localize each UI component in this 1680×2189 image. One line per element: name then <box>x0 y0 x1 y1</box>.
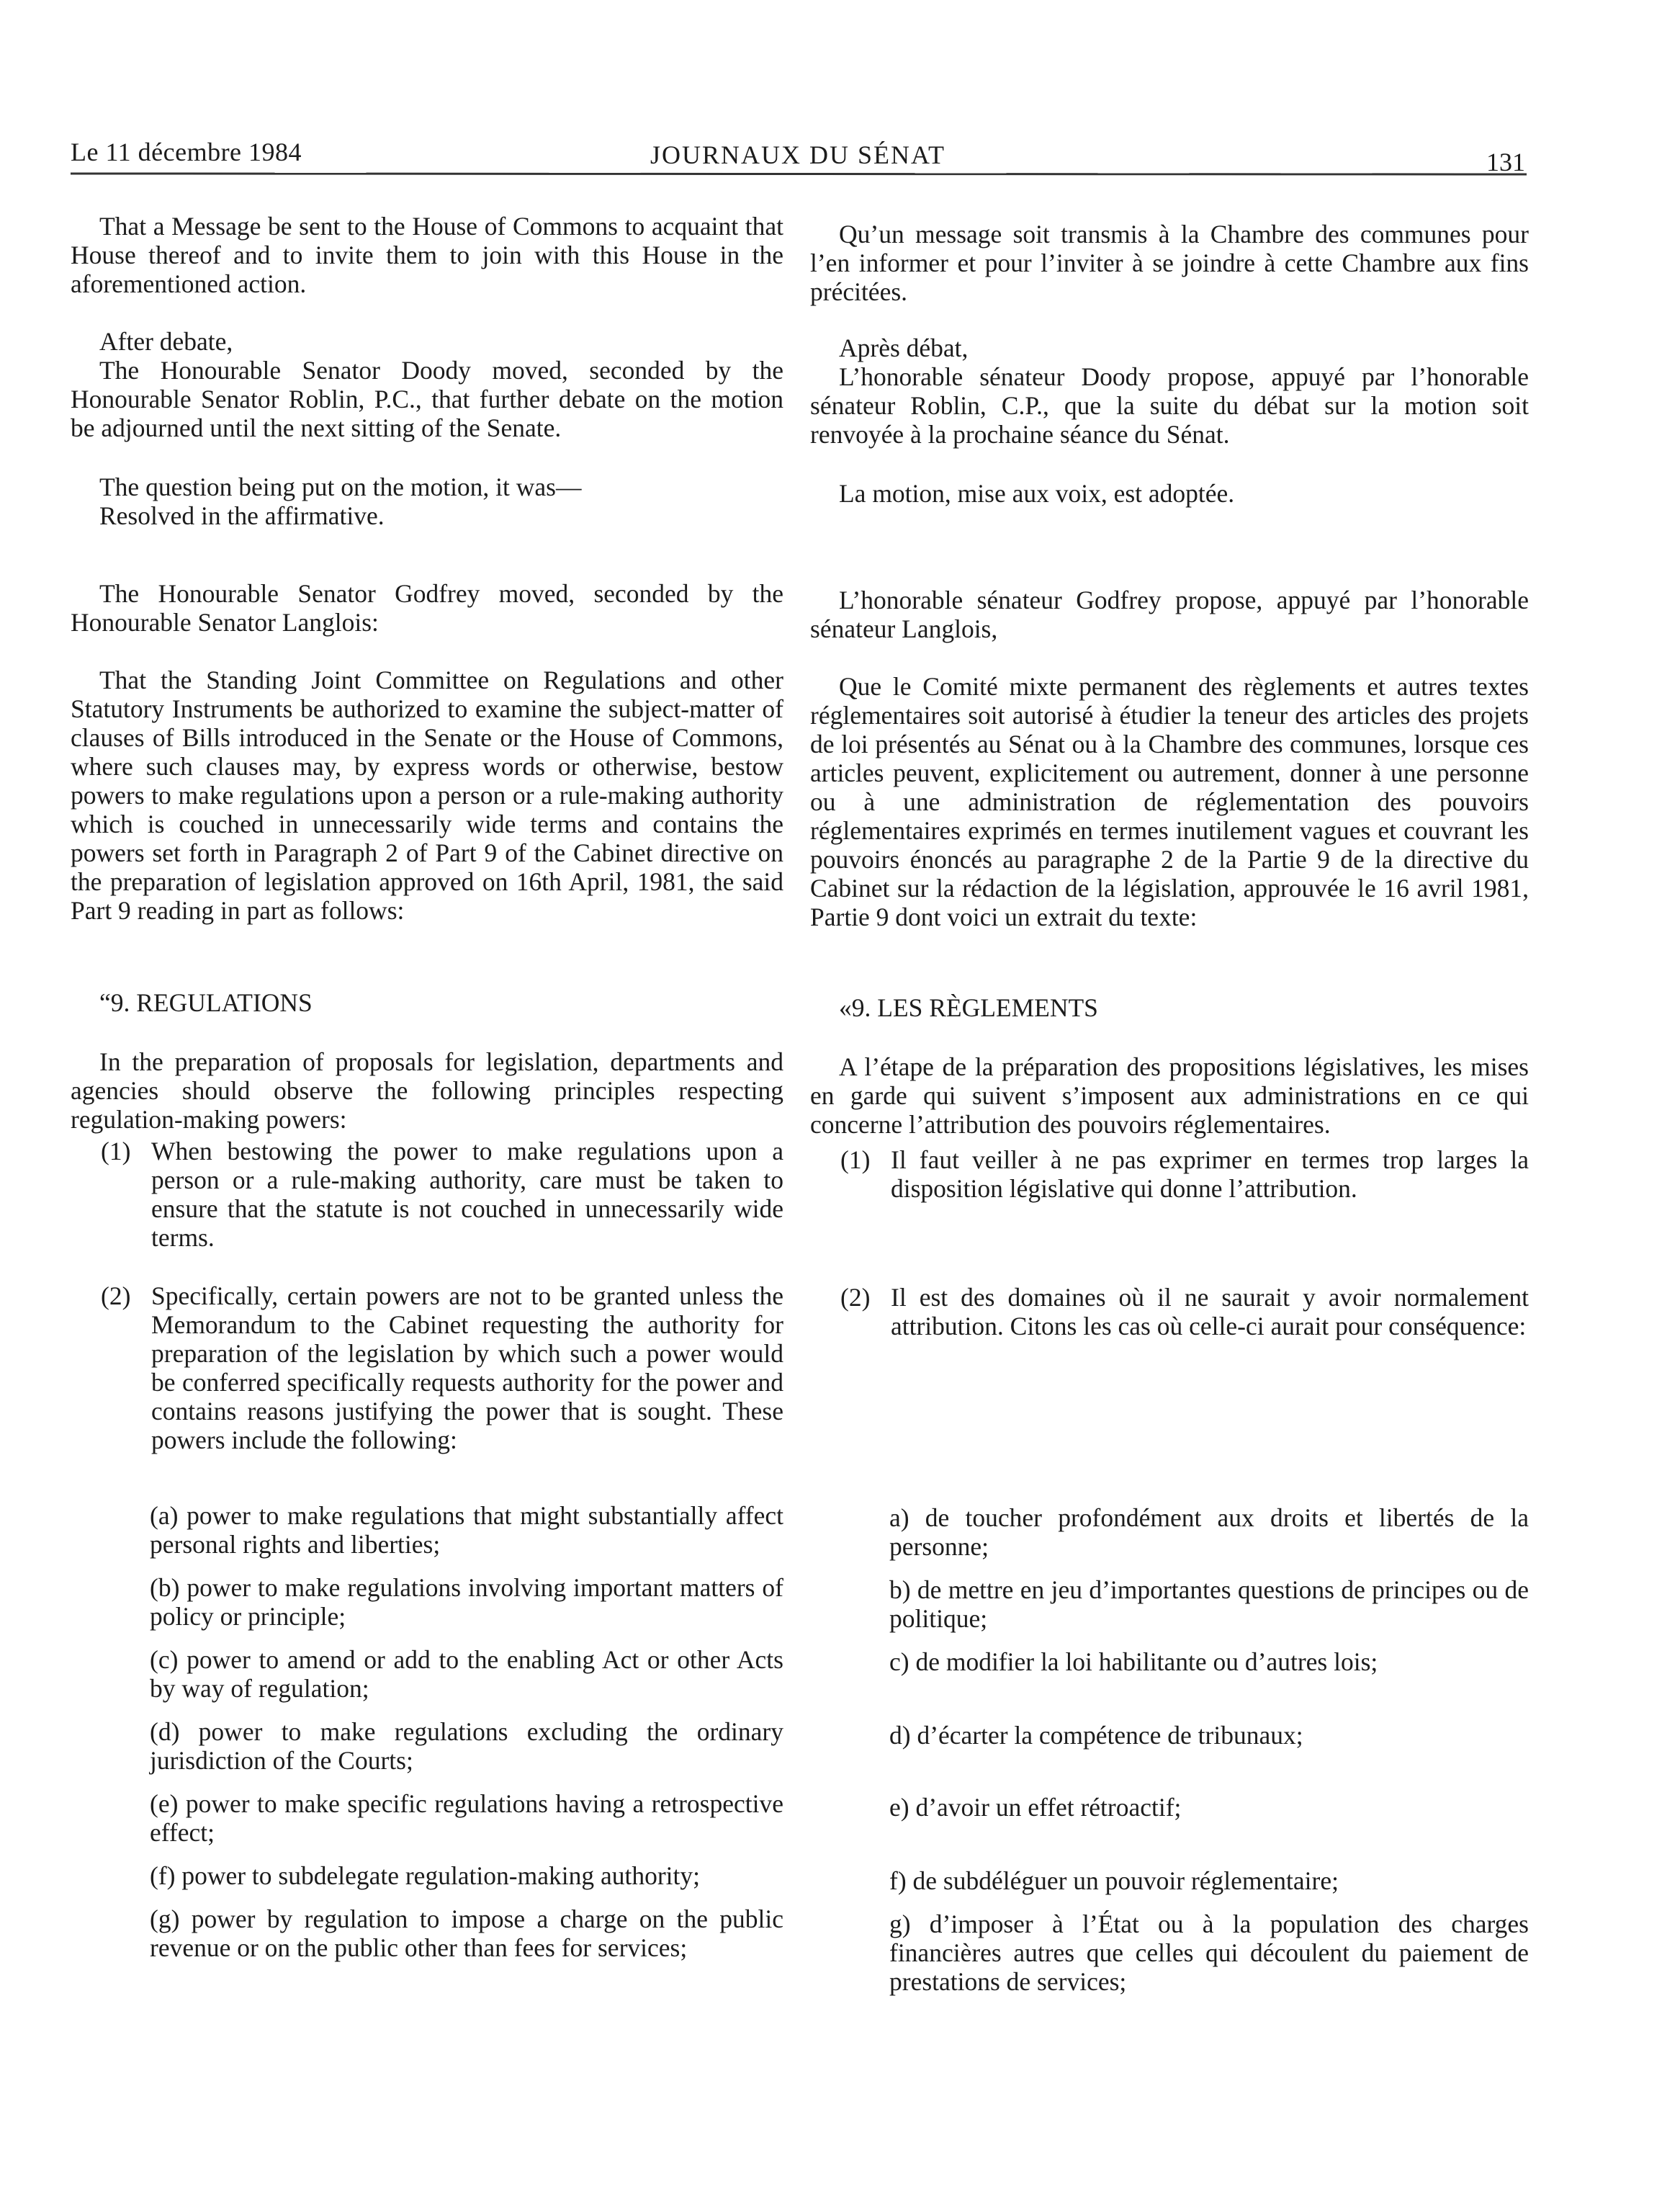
page-number: 131 <box>1486 148 1525 176</box>
fr-item-g: g) d’imposer à l’État ou à la population des charges financières autres que celles qui découlent du paiement de prestations de services; <box>889 1910 1529 1996</box>
fr-item-b: b) de mettre en jeu d’importantes questions de principes ou de politique; <box>889 1575 1529 1633</box>
en-item-1-number: (1) <box>101 1137 131 1165</box>
en-resolved: Resolved in the affirmative. <box>99 501 385 530</box>
fr-motion-adopted: La motion, mise aux voix, est adoptée. <box>839 479 1235 508</box>
en-item-d: (d) power to make regulations excluding the ordinary jurisdiction of the Courts; <box>150 1717 783 1775</box>
fr-godfrey-motion: L’honorable sénateur Godfrey propose, appuyé par l’honorable sénateur Langlois, <box>810 586 1529 643</box>
en-item-b: (b) power to make regulations involving important matters of policy or principle; <box>150 1573 783 1631</box>
fr-item-e: e) d’avoir un effet rétroactif; <box>889 1793 1182 1822</box>
fr-item-2: (2) Il est des domaines où il ne saurait y avoir normalement attribution. Citons les cas où celle-ci aurait pour conséquence: <box>840 1283 1529 1340</box>
en-after-debate: After debate, The Honourable Senator Doody moved, seconded by the Honourable Senator Roblin, P.C., that further debate on the motion be adjourned until the next sitting of the Senate. <box>71 327 783 442</box>
en-question-block: The question being put on the motion, it was— Resolved in the affirmative. <box>71 473 783 530</box>
en-item-a: (a) power to make regulations that might substantially affect personal rights and liberties; <box>150 1501 783 1559</box>
en-item-2-number: (2) <box>101 1281 131 1310</box>
en-item-e: (e) power to make specific regulations having a retrospective effect; <box>150 1789 783 1847</box>
en-committee-para: That the Standing Joint Committee on Regulations and other Statutory Instruments be authorized to examine the subject-matter of clauses of Bills introduced in the Senate or the House of Commons, where such clauses may, by express words or otherwise, bestow powers to make regulations upon a person or a rule-making authority which is couched in unnecessarily wide terms and contains the powers set forth in Paragraph 2 of Part 9 of the Cabinet directive on the preparation of legislation approved on 16th April, 1981, the said Part 9 reading in part as follows: <box>71 666 783 925</box>
fr-item-2-number: (2) <box>840 1283 871 1312</box>
header-title: JOURNAUX DU SÉNAT <box>650 140 946 169</box>
fr-committee-para: Que le Comité mixte permanent des règlements et autres textes réglementaires soit autorisé à étudier la teneur des articles des projets de loi présentés au Sénat ou à la Chambre des communes, lorsque ces articles peuvent, explicitement ou autrement, donner à une personne ou à une administration de réglementation des pouvoirs réglementaires exprimés en termes inutilement vagues et couvrant les pouvoirs énoncés au paragraphe 2 de la Partie 9 de la directive du Cabinet sur la rédaction de la législation, approuvée le 16 avril 1981, Partie 9 dont voici un extrait du texte: <box>810 672 1529 931</box>
fr-item-1-number: (1) <box>840 1145 871 1174</box>
en-regulations-heading: “9. REGULATIONS <box>99 988 313 1017</box>
fr-regulations-heading: «9. LES RÈGLEMENTS <box>839 993 1098 1022</box>
en-item-f: (f) power to subdelegate regulation-making authority; <box>150 1861 700 1890</box>
en-item-1: (1) When bestowing the power to make regulations upon a person or a rule-making authority, care must be taken to ensure that the statute is not couched in unnecessarily wide terms. <box>101 1137 783 1252</box>
header-date: Le 11 décembre 1984 <box>71 138 302 166</box>
en-item-2: (2) Specifically, certain powers are not to be granted unless the Memorandum to the Cabinet requesting the authority for preparation of the legislation by which such a power would be conferred specifically requests authority for the power and contains reasons justifying the power that is sought. These powers include the following: <box>101 1281 783 1454</box>
fr-item-a: a) de toucher profondément aux droits et libertés de la personne; <box>889 1503 1529 1561</box>
fr-item-f: f) de subdéléguer un pouvoir réglementaire; <box>889 1866 1339 1895</box>
en-godfrey-motion: The Honourable Senator Godfrey moved, seconded by the Honourable Senator Langlois: <box>71 579 783 637</box>
fr-item-d: d) d’écarter la compétence de tribunaux; <box>889 1721 1303 1750</box>
fr-preparation-para: A l’étape de la préparation des propositions législatives, les mises en garde qui suivent s’imposent aux administrations en ce qui concerne l’attribution des pouvoirs réglementaires. <box>810 1052 1529 1139</box>
fr-message-para: Qu’un message soit transmis à la Chambre des communes pour l’en informer et pour l’inviter à se joindre à cette Chambre aux fins précitées. <box>810 220 1529 306</box>
fr-after-debate: Après débat, L’honorable sénateur Doody propose, appuyé par l’honorable sénateur Roblin, C.P., que la suite du débat sur la motion soit renvoyée à la prochaine séance du Sénat. <box>810 334 1529 449</box>
fr-item-1: (1) Il faut veiller à ne pas exprimer en termes trop larges la disposition législative qui donne l’attribution. <box>840 1145 1529 1203</box>
en-item-c: (c) power to amend or add to the enabling Act or other Acts by way of regulation; <box>150 1645 783 1703</box>
en-message-para: That a Message be sent to the House of Commons to acquaint that House thereof and to invite them to join with this House in the aforementioned action. <box>71 212 783 298</box>
fr-item-c: c) de modifier la loi habilitante ou d’autres lois; <box>889 1647 1378 1676</box>
fr-doody-motion: L’honorable sénateur Doody propose, appuyé par l’honorable sénateur Roblin, C.P., que la suite du débat sur la motion soit renvoyée à la prochaine séance du Sénat. <box>810 362 1529 449</box>
en-preparation-para: In the preparation of proposals for legislation, departments and agencies should observe the following principles respecting regulation-making powers: <box>71 1047 783 1134</box>
en-doody-motion: The Honourable Senator Doody moved, seconded by the Honourable Senator Roblin, P.C., that further debate on the motion be adjourned until the next sitting of the Senate. <box>71 356 783 442</box>
page-header <box>71 137 1525 176</box>
en-item-g: (g) power by regulation to impose a charge on the public revenue or on the public other than fees for services; <box>150 1904 783 1962</box>
